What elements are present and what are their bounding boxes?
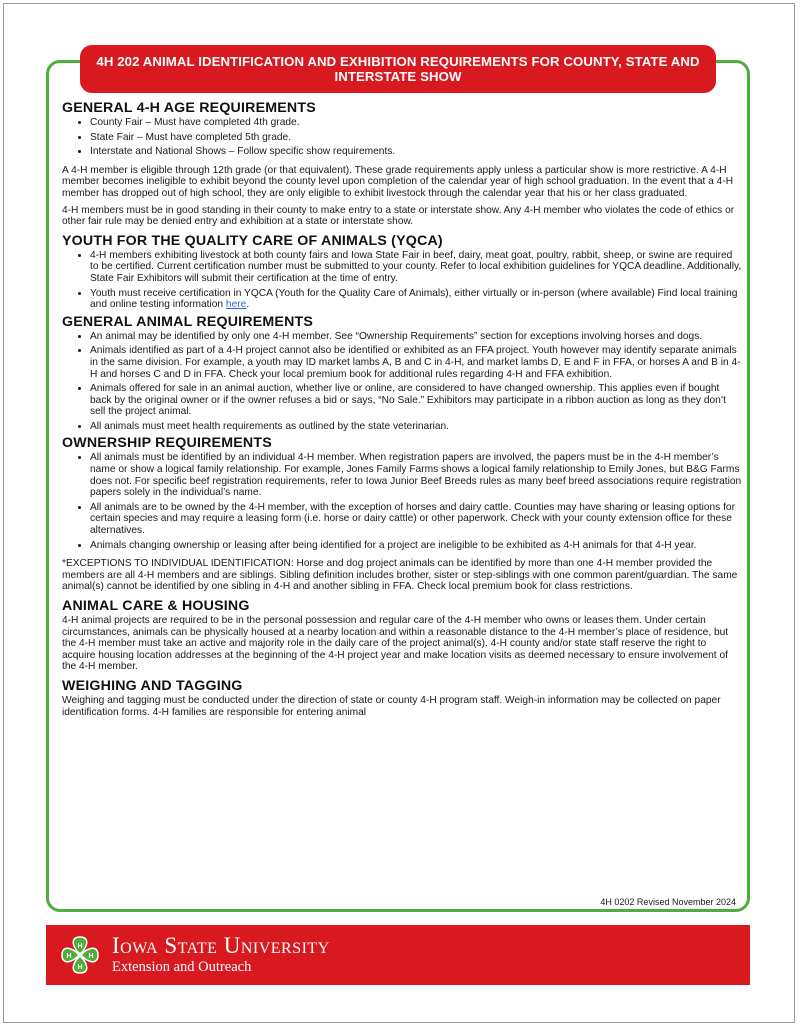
weighing-section — [62, 678, 742, 718]
care-paragraph: 4-H animal projects are required to be in the personal possession and regular care of the 4-H member who owns or leases them. Under certain circumstances, animals can be physically housed at a nearby location and within a reasonable distance to the 4-H member’s place of residence, but the 4-H member must take an active and majority role in the daily care of the project animal(s). 4-H county and/or state staff reserve the right to acquire housing location addresses at the beginning of the 4-H project year and make location visits as deemed necessary to ensure involvement of the 4-H member. — [62, 615, 729, 673]
ownership-list — [62, 452, 742, 551]
list-item: • Animals changing ownership or leasing after being identified for a project are ineligible to be exhibited as 4-H animals for that 4-H year. — [90, 540, 742, 552]
yqca-section — [62, 233, 742, 311]
svg-text:H: H — [77, 964, 83, 971]
age-paragraph: 4-H members must be in good standing in their county to make entry to a state or interstate show. Any 4-H member who violates the code of ethics or other fair rule may be denied entry and exhibition at a state or interstate show. — [62, 204, 735, 228]
general-section — [62, 314, 742, 433]
yqca-link-punct: . — [246, 299, 250, 311]
list-item: • An animal may be identified by only one 4-H member. See “Ownership Requirements” section for exceptions involving horses and dogs. — [90, 331, 742, 343]
age-section — [62, 100, 742, 228]
list-item: • Interstate and National Shows – Follow specific show requirements. — [90, 146, 742, 158]
list-item: • All animals must meet health requirements as outlined by the state veterinarian. — [90, 421, 742, 433]
care-section — [62, 598, 742, 673]
yqca-training-link[interactable]: here — [225, 299, 247, 311]
document-code: 4H 0202 Revised November 2024 — [600, 897, 736, 907]
age-paragraph: A 4-H member is eligible through 12th grade (or that equivalent). These grade requirements apply unless a particular show is more restrictive. A 4-H member becomes ineligible to exhibit beyond the county level upon completion of the calendar year of high school graduation. In the event that a 4-H member has dropped out of high school, they are only eligible to exhibit livestock through the calendar year that his or her class graduated. — [62, 164, 734, 199]
weighing-paragraph: Weighing and tagging must be conducted under the direction of state or county 4-H program staff. Weigh-in information may be collected on paper identification forms. 4-H families are responsible for entering animal — [62, 694, 721, 718]
yqca-bullet-text: Youth must receive certification in YQCA (Youth for the Quality Care of Animals), either virtually or in-person (where available) Find local training and online testing information — [90, 287, 738, 311]
general-list — [62, 331, 742, 433]
footer-banner — [46, 925, 750, 985]
age-heading: GENERAL 4-H AGE REQUIREMENTS — [62, 100, 316, 116]
page-title: 4H 202 ANIMAL IDENTIFICATION AND EXHIBITION REQUIREMENTS FOR COUNTY, STATE AND INTERSTATE SHOW — [80, 45, 716, 93]
care-heading: ANIMAL CARE & HOUSING — [62, 598, 250, 614]
svg-text:H: H — [66, 953, 72, 960]
four-h-clover-icon — [58, 933, 102, 977]
yqca-list — [62, 250, 742, 311]
extension-subtitle: Extension and Outreach — [112, 959, 252, 975]
document-body — [62, 100, 742, 723]
list-item: • Animals identified as part of a 4-H project cannot also be identified or exhibited as an FFA project. Youth however may identify separate animals in the same division. For example, a youth may ID market lambs A, B and C in 4-H, and market lambs D, E and F in FFA, or horses A and B in 4-H and horses C and D in FFA. Check your local premium book for additional rules regarding 4-H and FFA exhibition. — [90, 345, 742, 380]
general-heading: GENERAL ANIMAL REQUIREMENTS — [62, 313, 314, 330]
ownership-section — [62, 435, 742, 593]
ownership-heading: OWNERSHIP REQUIREMENTS — [62, 435, 272, 452]
svg-text:H: H — [77, 943, 83, 950]
list-item: • All animals are to be owned by the 4-H member, with the exception of horses and dairy cattle. Counties may have sharing or leasing options for certain species and may require a leasing form (i.e. horse or dairy cattle) or other paperwork. Check with your county extension office for these alternatives. — [90, 502, 742, 537]
age-list — [62, 117, 742, 158]
ownership-exceptions: *EXCEPTIONS TO INDIVIDUAL IDENTIFICATION: Horse and dog project animals can be identified by more than one 4-H member provided the members are all 4-H members and are siblings. Sibling definition includes brother, sister or step-siblings with one common parent/guardian. The same animal(s) cannot be identified by one sibling in 4-H and another sibling in FFA. Check local premium book for class restrictions. — [62, 558, 738, 593]
list-item: • Animals offered for sale in an animal auction, whether live or online, are considered to have changed ownership. This applies even if bought back by the original owner or if the owner refuses a bid or says, “No Sale.” Exhibitors may participate in a ribbon auction as long as they don’t sell the project animal. — [90, 383, 742, 418]
list-item: • State Fair – Must have completed 5th grade. — [90, 132, 742, 144]
weighing-heading: WEIGHING AND TAGGING — [62, 677, 243, 694]
list-item: • All animals must be identified by an individual 4-H member. When registration papers are involved, the papers must be in the 4-H member’s name or show a logical family relationship. For example, Jones Family Farms shows a logical family relationship to Emily Jones, but B&G Farms does not. For specific beef registration requirements, refer to Iowa Junior Beef Breeds rules as many beef breed associations require registration papers solely in the individual’s name. — [90, 452, 742, 498]
yqca-heading: YOUTH FOR THE QUALITY CARE OF ANIMALS (YQCA) — [62, 232, 443, 249]
university-name: Iowa State University — [112, 933, 330, 958]
list-item: • County Fair – Must have completed 4th grade. — [90, 117, 742, 129]
svg-text:H: H — [88, 953, 94, 960]
list-item — [90, 288, 742, 311]
list-item: • 4-H members exhibiting livestock at both county fairs and Iowa State Fair in beef, dairy, meat goat, poultry, rabbit, sheep, or swine are required to be certified. Current certification number must be submitted to your county. Refer to local exhibition guidelines for YQCA deadline. Additionally, State Fair Exhibitors will submit their certification at the time of entry. — [90, 250, 742, 285]
